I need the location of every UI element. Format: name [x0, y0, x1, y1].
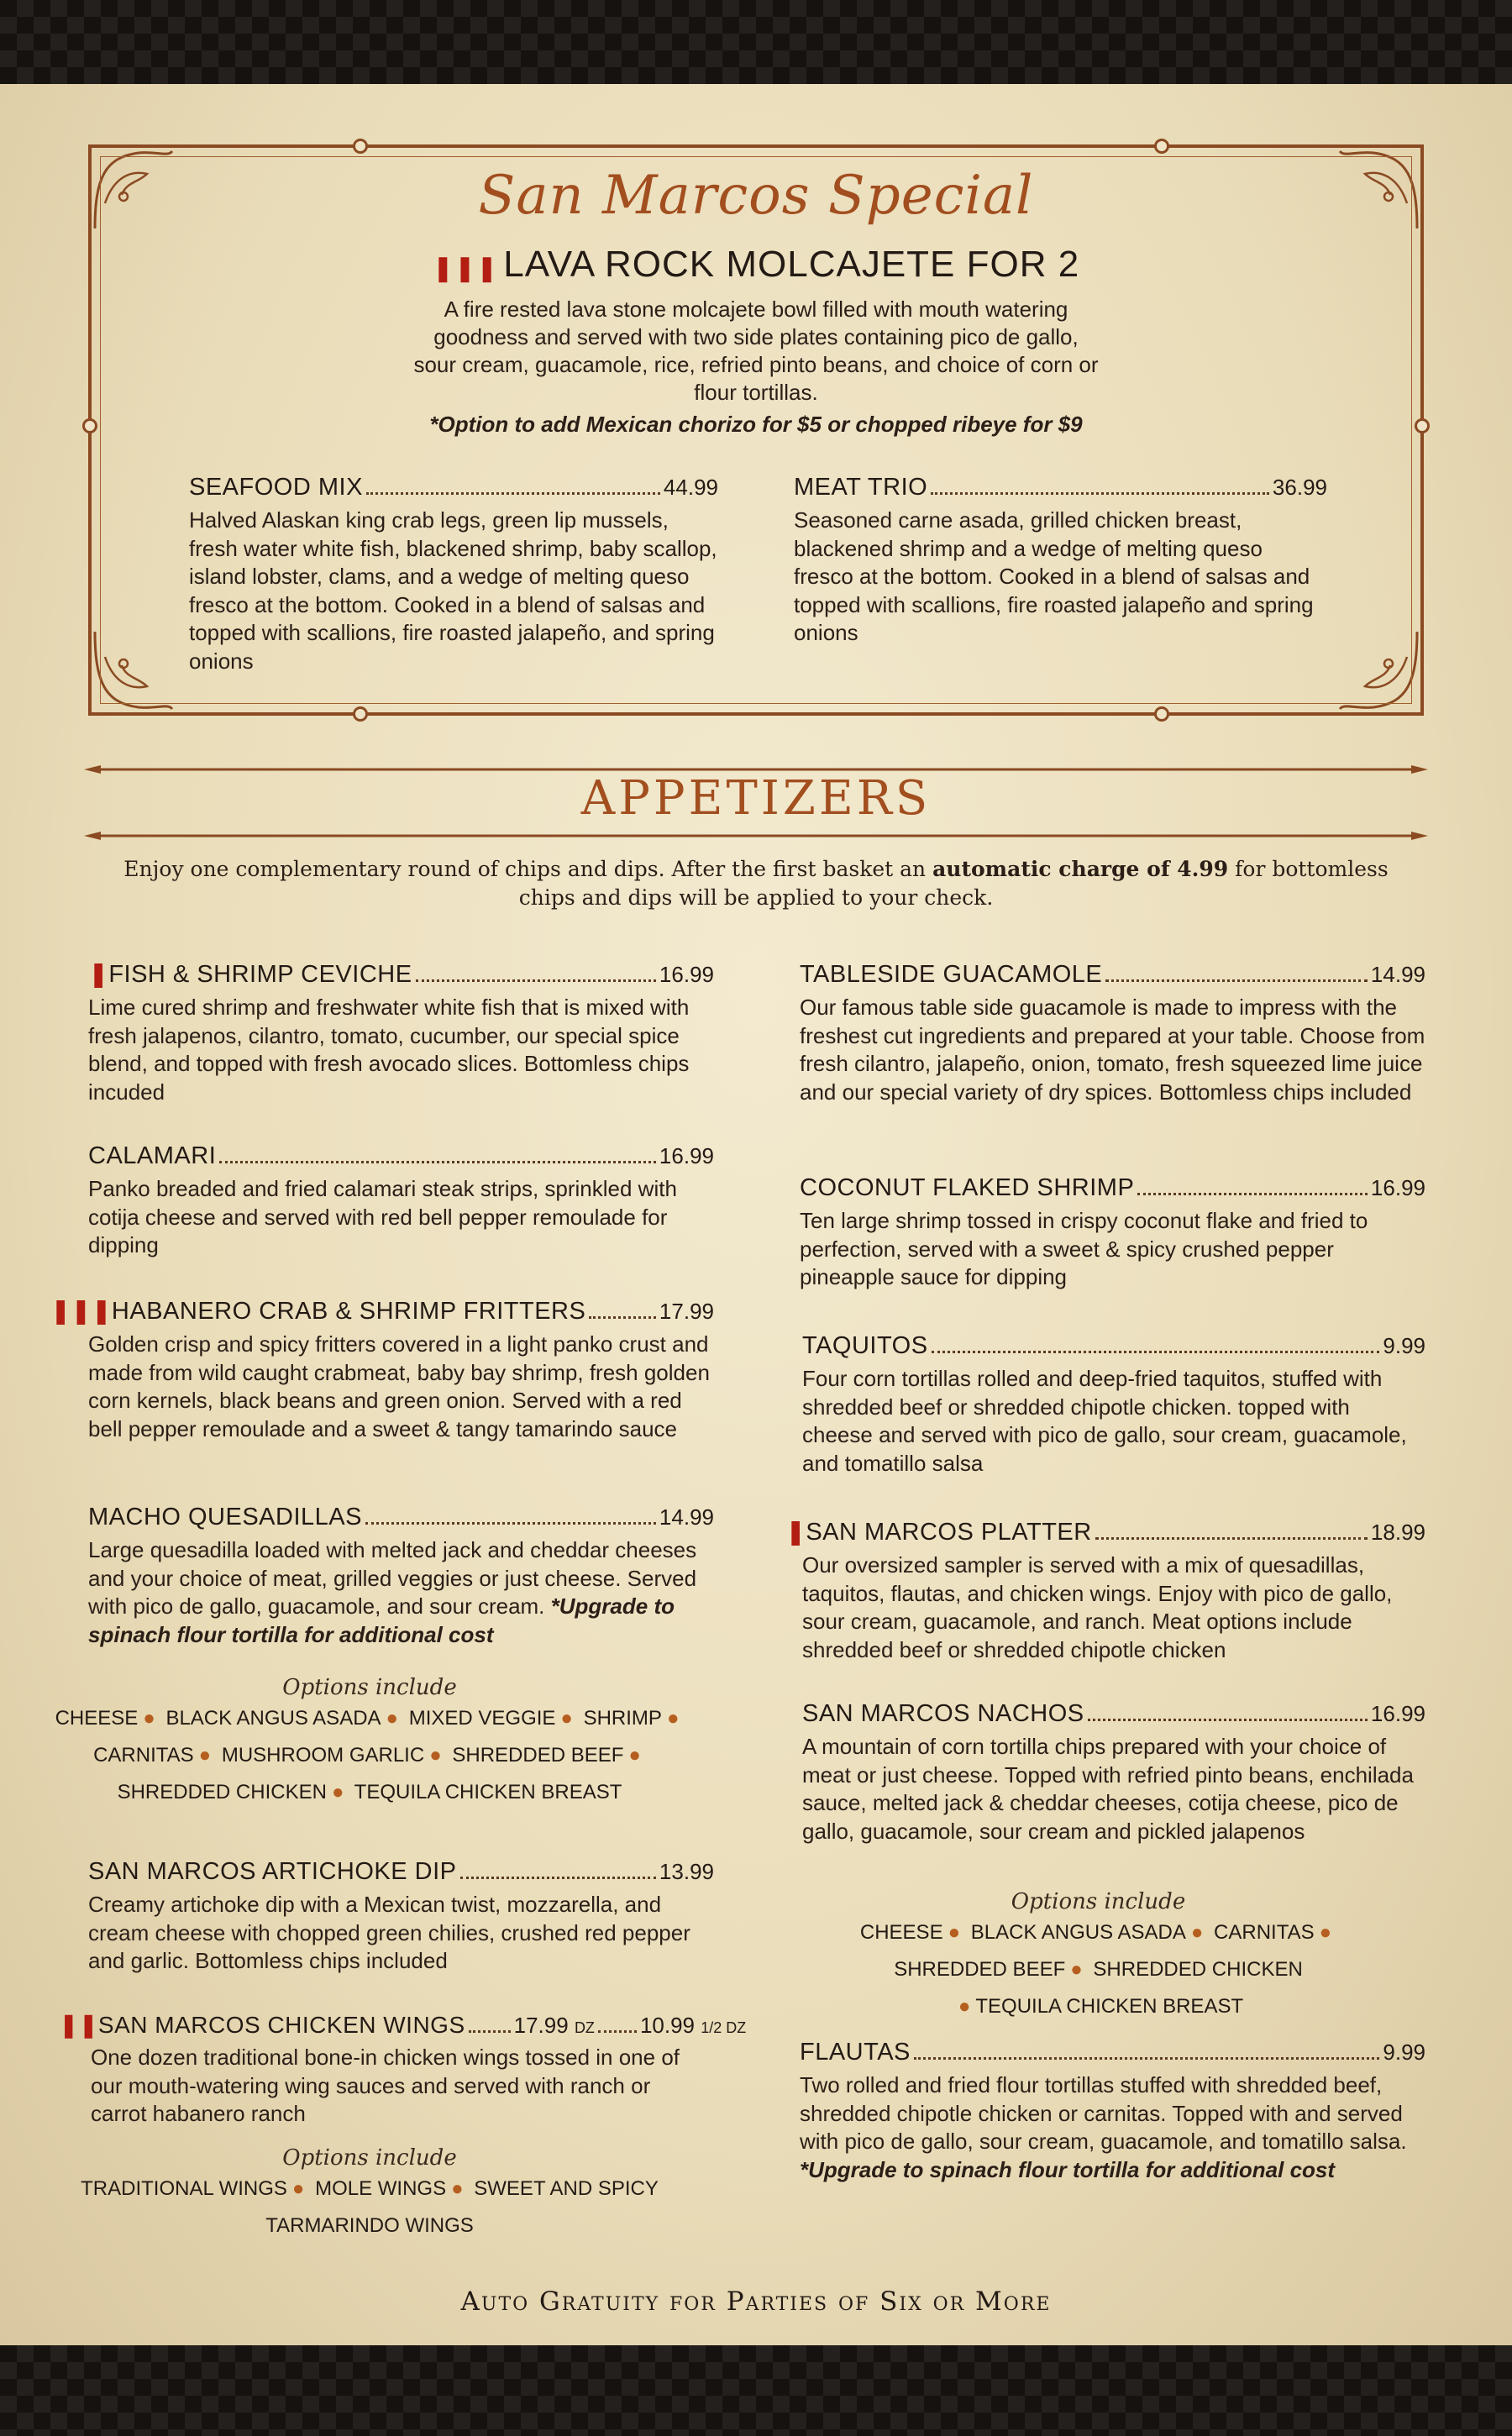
wings-options	[50, 2142, 689, 2244]
option-item: TEQUILA CHICKEN BREAST	[354, 1781, 622, 1803]
bullet-icon: ●	[560, 1707, 573, 1730]
option-item: TEQUILA CHICKEN BREAST	[975, 1995, 1244, 2018]
leader-dots	[598, 2030, 637, 2033]
intro-text: for bottomless chips and dips will be applied to your check.	[518, 857, 1389, 910]
menu-item-taquitos	[802, 1332, 1425, 1478]
item-price: 36.99	[1272, 475, 1327, 500]
leader-dots	[365, 1522, 656, 1525]
item-description: Our oversized sampler is served with a mix of quesadillas, taquitos, flautas, and chicken wings. Enjoy with pico de gallo, sour cream, guacamole, and ranch. Meat options include shredded beef or shredded chipotle chicken	[802, 1552, 1393, 1662]
item-note: *Upgrade to spinach flour tortilla for additional cost	[88, 1593, 675, 1647]
chili-pepper-icon: ❚❚❚	[50, 1298, 112, 1325]
price-half-dozen: 10.99	[639, 2013, 696, 2038]
special-heading-text: LAVA ROCK MOLCAJETE FOR 2	[503, 244, 1080, 285]
menu-item-ceviche	[88, 959, 714, 1106]
menu-item-artichoke-dip	[88, 1858, 714, 1976]
item-name: MACHO QUESADILLAS	[88, 1504, 362, 1530]
bullet-icon: ●	[1319, 1921, 1332, 1944]
bullet-icon: ●	[666, 1707, 680, 1730]
option-item: MUSHROOM GARLIC	[221, 1744, 425, 1767]
appetizers-title: APPETIZERS	[580, 771, 932, 826]
item-price: 9.99	[1383, 1333, 1425, 1358]
leader-dots	[366, 492, 660, 495]
item-price: 17.99	[659, 1299, 714, 1324]
appetizers-intro	[118, 855, 1394, 912]
leader-dots	[219, 1161, 656, 1163]
item-description-text: Large quesadilla loaded with melted jack and cheddar cheeses and your choice of meat, grilled veggies or just cheese. Served with pico de gallo, guacamole, and sour cream.	[88, 1537, 697, 1619]
bullet-icon: ●	[451, 2177, 464, 2200]
item-description: Creamy artichoke dip with a Mexican twist, mozzarella, and cream cheese with chopped green chilies, crushed red pepper and garlic. Bottomless chips included	[88, 1892, 690, 1973]
item-description: A mountain of corn tortilla chips prepared with your choice of meat or just cheese. Topped with refried pinto beans, enchilada sauce, melted jack & cheddar cheeses, cotija cheese, pico de gallo, guacamole, sour cream and pickled jalapenos	[802, 1734, 1414, 1844]
bullet-icon: ●	[143, 1707, 155, 1730]
flourish-icon	[88, 623, 181, 716]
divider-line	[84, 832, 1428, 840]
leader-dots	[931, 492, 1269, 495]
option-item: BLACK ANGUS ASADA	[970, 1921, 1186, 1944]
price-dozen: 17.99	[513, 2013, 569, 2038]
special-note: *Option to add Mexican chorizo for $5 or chopped ribeye for $9	[429, 412, 1083, 437]
option-item: TRADITIONAL WINGS	[81, 2177, 287, 2200]
item-description-text: Two rolled and fried flour tortillas stuffed with shredded beef, shredded chipotle chicken or carnitas. Topped with and served with pico de gallo, sour cream, guacamole, and tomatillo salsa.	[800, 2072, 1407, 2154]
item-name: CALAMARI	[88, 1142, 217, 1169]
bullet-icon: ●	[331, 1781, 344, 1803]
item-price: 16.99	[1370, 1701, 1425, 1726]
special-item-meat-trio	[794, 474, 1327, 648]
item-price: 13.99	[659, 1859, 714, 1884]
top-border-band	[0, 0, 1512, 84]
menu-item-fritters	[50, 1296, 714, 1443]
frame-knob	[1154, 139, 1169, 154]
bullet-icon: ●	[1190, 1921, 1204, 1944]
bullet-icon: ●	[198, 1744, 212, 1767]
item-price: 9.99	[1383, 2040, 1425, 2065]
item-description: Lime cured shrimp and freshwater white fish that is mixed with fresh jalapenos, cilantro, tomato, cucumber, our special spice blend, and topped with fresh avocado slices. Bottomless chips incuded	[88, 995, 690, 1105]
bullet-icon: ●	[958, 1995, 971, 2018]
item-name: HABANERO CRAB & SHRIMP FRITTERS	[111, 1298, 586, 1325]
menu-item-platter	[785, 1517, 1425, 1664]
chili-pepper-icon: ❚	[88, 961, 109, 988]
item-price	[514, 2013, 595, 2039]
leader-dots	[914, 2057, 1380, 2060]
option-item: CARNITAS	[1214, 1921, 1315, 1944]
item-description: Seasoned carne asada, grilled chicken breast, blackened shrimp and a wedge of melting queso fresco at the bottom. Cooked in a blend of salsas and topped with scallions, fire roasted jalapeño and spring onions	[794, 507, 1314, 645]
item-name: SAN MARCOS CHICKEN WINGS	[97, 2012, 465, 2038]
frame-knob	[353, 139, 368, 154]
item-description: Ten large shrimp tossed in crispy coconut flake and fried to perfection, served with a sweet & spicy crushed pepper pineapple sauce for dipping	[800, 1208, 1368, 1289]
item-description: One dozen traditional bone-in chicken wings tossed in one of our mouth-watering wing sauces and served with ranch or carrot habanero ranch	[91, 2045, 680, 2126]
bottom-border-band	[0, 2345, 1512, 2436]
item-name: SEAFOOD MIX	[189, 474, 363, 501]
gratuity-note: Auto Gratuity for Parties of Six or More	[460, 2286, 1052, 2317]
special-title: San Marcos Special	[478, 165, 1034, 227]
option-item: BLACK ANGUS ASADA	[165, 1707, 381, 1730]
item-price: 16.99	[659, 1143, 714, 1168]
special-description: A fire rested lava stone molcajete bowl filled with mouth watering goodness and served with two side plates containing pico de gallo, sour cream, guacamole, rice, refried pinto beans, and choice of corn or flour tortillas.	[413, 297, 1099, 405]
special-heading	[0, 244, 1512, 286]
item-note: *Upgrade to spinach flour tortilla for additional cost	[800, 2156, 1336, 2182]
leader-dots	[1095, 1537, 1368, 1540]
quesadilla-options	[50, 1672, 689, 1811]
item-name: TABLESIDE GUACAMOLE	[800, 961, 1103, 988]
chili-pepper-icon: ❚	[785, 1519, 806, 1546]
item-price: 44.99	[663, 475, 718, 500]
option-item: CHEESE	[55, 1707, 139, 1730]
intro-bold-text: automatic charge of 4.99	[932, 857, 1229, 881]
option-item: CHEESE	[859, 1921, 943, 1944]
nachos-options	[844, 1886, 1352, 2025]
options-label: Options include	[282, 2145, 457, 2171]
item-description: Halved Alaskan king crab legs, green lip mussels, fresh water white fish, blackened shrimp, baby scallop, island lobster, clams, and a wedge of melting queso fresco at the bottom. Cooked in a blend of salsas and topped with scallions, fire roasted jalapeño, and spring onions	[189, 507, 717, 674]
option-item: TARMARINDO WINGS	[265, 2214, 474, 2237]
option-item: SHREDDED BEEF	[452, 1744, 624, 1767]
item-name: FISH & SHRIMP CEVICHE	[108, 961, 412, 988]
leader-dots	[1137, 1193, 1368, 1195]
special-item-seafood-mix	[189, 474, 718, 675]
price-unit: 1/2 DZ	[701, 2019, 747, 2036]
option-item: CARNITAS	[93, 1744, 194, 1767]
option-item: MIXED VEGGIE	[408, 1707, 556, 1730]
item-name: MEAT TRIO	[794, 474, 928, 501]
option-item: SHREDDED CHICKEN	[117, 1781, 327, 1803]
bullet-icon: ●	[948, 1921, 961, 1944]
bullet-icon: ●	[1070, 1958, 1083, 1981]
chili-pepper-icon: ❚❚	[59, 2012, 98, 2038]
bullet-icon: ●	[291, 2177, 305, 2200]
menu-item-calamari	[88, 1142, 714, 1260]
menu-item-guacamole	[800, 961, 1425, 1106]
option-item: SHRIMP	[583, 1707, 662, 1730]
price-unit: DZ	[574, 2019, 595, 2036]
leader-dots	[932, 1351, 1380, 1353]
item-name: SAN MARCOS PLATTER	[806, 1519, 1092, 1546]
item-description: Our famous table side guacamole is made to impress with the freshest cut ingredients and prepared at your table. Choose from fresh cilantro, jalapeño, onion, tomato, fresh squeezed lime juice and our special variety of dry spices. Bottomless chips included	[800, 995, 1425, 1105]
item-name: SAN MARCOS ARTICHOKE DIP	[88, 1858, 457, 1885]
leader-dots	[1105, 979, 1368, 982]
options-list	[50, 1700, 689, 1811]
menu-item-flautas	[800, 2039, 1425, 2184]
item-price: 18.99	[1370, 1520, 1425, 1545]
item-price	[640, 2013, 746, 2039]
menu-item-nachos	[802, 1700, 1425, 1845]
item-name: TAQUITOS	[802, 1332, 928, 1359]
leader-dots	[460, 1877, 656, 1879]
item-price: 14.99	[1370, 962, 1425, 987]
item-price: 16.99	[659, 962, 714, 987]
option-item: SWEET AND SPICY	[474, 2177, 659, 2200]
item-description: Four corn tortillas rolled and deep-fried taquitos, stuffed with shredded beef or shredded chipotle chicken. topped with cheese and served with pico de gallo, sour cream, guacamole, and tomatillo salsa	[802, 1366, 1407, 1476]
item-price: 14.99	[659, 1504, 714, 1530]
options-label: Options include	[1011, 1889, 1186, 1914]
item-description: Panko breaded and fried calamari steak strips, sprinkled with cotija cheese and served with red bell pepper remoulade for dipping	[88, 1176, 677, 1257]
options-list	[844, 1914, 1352, 2025]
option-item: SHREDDED BEEF	[894, 1958, 1066, 1981]
item-name: SAN MARCOS NACHOS	[802, 1700, 1084, 1727]
intro-text: Enjoy one complementary round of chips and dips. After the first basket an	[123, 857, 933, 881]
menu-item-quesadillas	[88, 1504, 714, 1649]
bullet-icon: ●	[429, 1744, 442, 1767]
chili-pepper-icon: ❚❚❚	[432, 255, 499, 282]
item-description: Golden crisp and spicy fritters covered in a light panko crust and made from wild caught crabmeat, baby bay shrimp, fresh golden corn kernels, black beans and green onion. Served with a red bell pepper remoulade and a sweet & tangy tamarindo sauce	[88, 1331, 710, 1441]
menu-item-chicken-wings	[59, 2011, 747, 2129]
item-price: 16.99	[1370, 1175, 1425, 1200]
leader-dots	[416, 979, 656, 982]
leader-dots	[1088, 1719, 1368, 1721]
option-item: SHREDDED CHICKEN	[1093, 1958, 1303, 1981]
menu-item-coconut-shrimp	[800, 1174, 1425, 1292]
item-name: COCONUT FLAKED SHRIMP	[800, 1174, 1135, 1201]
item-description	[88, 1536, 714, 1649]
bullet-icon: ●	[628, 1744, 641, 1767]
flourish-icon	[1331, 623, 1424, 716]
options-label: Options include	[282, 1675, 457, 1700]
frame-knob	[353, 706, 368, 722]
leader-dots	[589, 1316, 656, 1319]
item-description	[800, 2071, 1425, 2184]
bullet-icon: ●	[386, 1707, 399, 1730]
options-list	[50, 2171, 689, 2244]
option-item: MOLE WINGS	[315, 2177, 447, 2200]
item-name: FLAUTAS	[800, 2039, 911, 2066]
leader-dots	[469, 2030, 511, 2033]
frame-knob	[1154, 706, 1169, 722]
